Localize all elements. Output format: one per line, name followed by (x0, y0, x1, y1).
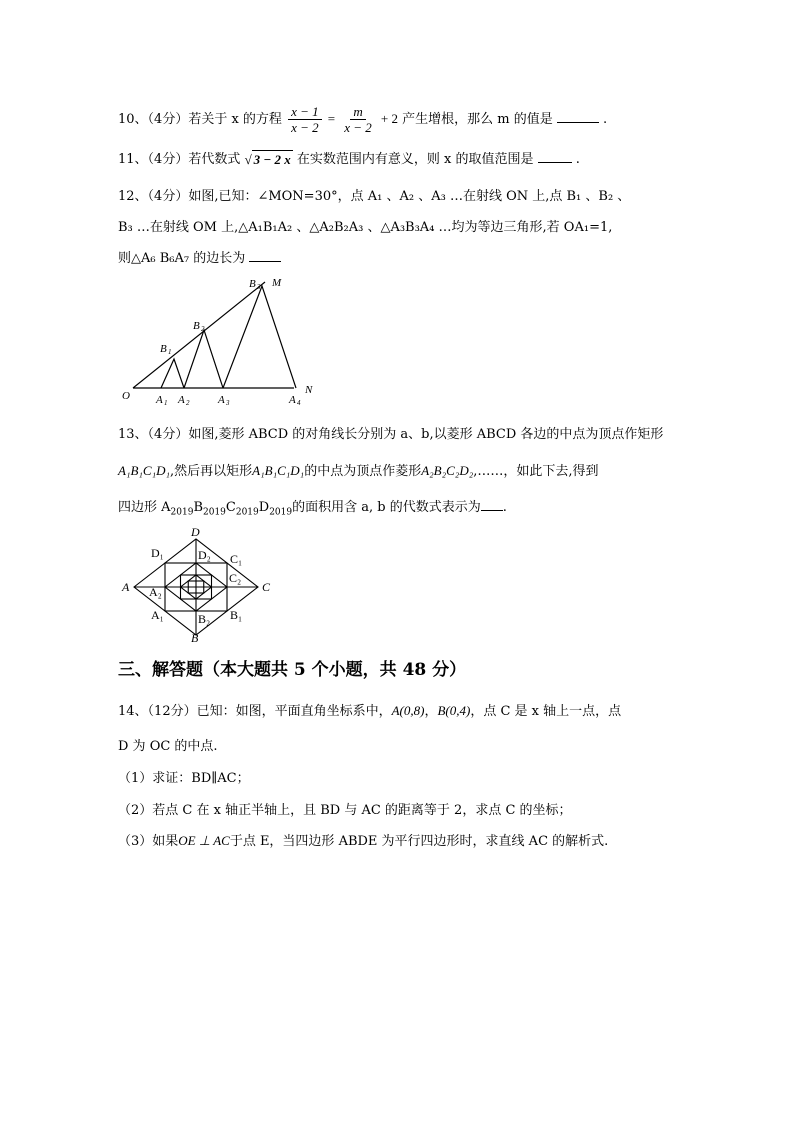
q14-part-1: （1）求证：BD∥AC； (118, 771, 250, 786)
q12-answer-blank[interactable] (249, 249, 281, 262)
triangle-2 (184, 330, 223, 388)
q14-part-3: （3）如果OE ⊥ AC于点 E，当四边形 ABDE 为平行四边形时，求直线 AC 的解析式. (118, 833, 609, 849)
q12-line-1: 12、（4分）如图,已知：∠MON=30°，点 A₁ 、A₂ 、A₃ …在射线 ON 上,点 B₁ 、B₂ 、 (118, 189, 631, 204)
q10-rhs-fraction (341, 104, 375, 135)
q13-rect-1: A₁B₁C₁D₁ (118, 463, 171, 478)
q11-end: . (575, 152, 580, 167)
q14-line-1: 14、（12分）已知：如图，平面直角坐标系中，A(0,8)，B(0,4)，点 C 是 x 轴上一点，点 (118, 703, 622, 719)
ray-om (133, 282, 265, 388)
label-n: N (305, 384, 313, 396)
label-a2: A (178, 394, 185, 406)
q10-suffix: 产生增根，那么 m 的值是 (402, 112, 553, 127)
q11-sqrt (244, 150, 292, 169)
label-o: O (122, 390, 130, 402)
label-m: M (272, 277, 282, 289)
q12-figure (118, 270, 328, 410)
label-a1: A (156, 394, 163, 406)
label-b1: B₁ (230, 608, 243, 622)
label-c1: C₁ (230, 552, 243, 566)
triangle-3 (223, 286, 296, 388)
q10-lhs-denominator: x − 2 (291, 120, 319, 135)
q11-answer-blank[interactable] (538, 150, 572, 163)
label-a2: A₂ (149, 585, 162, 599)
question-10: 10、（4分）若关于 x 的方程 $\frac{x - 1}{x - 2}$ = $\frac{m}{x - 2}$ + 2 产生增根，那么 m 的值是 . (118, 104, 608, 135)
svg-text:1: 1 (164, 399, 168, 407)
label-b3: B (249, 278, 256, 290)
q13-answer-blank[interactable] (481, 498, 503, 511)
q13-line-1: 13、（4分）如图,菱形 ABCD 的对角线长分别为 a、b,以菱形 ABCD 各边的中点为顶点作矩形 (118, 427, 664, 442)
q14-perpendicular-expr: OE ⊥ AC (178, 833, 230, 848)
q14-line-2: D 为 OC 的中点. (118, 739, 218, 754)
label-a: A (122, 580, 130, 594)
q14-part-2: （2）若点 C 在 x 轴正半轴上，且 BD 与 AC 的距离等于 2，求点 C 的坐标； (118, 803, 572, 818)
label-d2: D₂ (198, 548, 211, 562)
q13-rect-1-again: A₁B₁C₁D₁ (252, 463, 305, 478)
q13-line-2: A₁B₁C₁D₁,然后再以矩形A₁B₁C₁D₁的中点为顶点作菱形A₂B₂C₂D₂,……，如此下去,得到 (118, 463, 599, 479)
q12-line-2: B₃ …在射线 OM 上,△A₁B₁A₂ 、△A₂B₂A₃ 、△A₃B₃A₄ …均为等边三角形,若 OA₁=1, (118, 220, 613, 235)
svg-text:3: 3 (226, 399, 230, 407)
q10-prefix: 10、（4分）若关于 x 的方程 (118, 112, 282, 127)
q12-line-3-text: 则△A₆ B₆A₇ 的边长为 (118, 251, 246, 266)
point-a: A(0,8) (391, 703, 425, 718)
q10-plus-two: + 2 (380, 111, 399, 126)
label-b2: B₂ (198, 612, 211, 626)
label-a1: A₁ (151, 608, 164, 622)
label-a3: A (218, 394, 225, 406)
q10-rhs-denominator: x − 2 (344, 120, 372, 135)
q10-end: . (603, 112, 608, 127)
svg-text:2: 2 (186, 399, 190, 407)
q10-lhs-numerator: x − 1 (288, 104, 322, 120)
label-d: D (191, 525, 200, 539)
q11-prefix: 11、（4分）若代数式 (118, 152, 241, 167)
q13-rhombus-2: A₂B₂C₂D₂ (421, 463, 474, 478)
q10-answer-blank[interactable] (557, 110, 599, 123)
svg-text:4: 4 (297, 399, 301, 407)
label-c2: C₂ (229, 571, 242, 585)
label-b2: B (193, 320, 200, 332)
q12-line-3 (118, 249, 281, 268)
q13-line-3: 四边形 $A_{2019}B_{2019}C_{2019}D_{2019}$的面积用含 a, b 的代数式表示为 . (118, 500, 507, 518)
question-11 (118, 150, 580, 169)
svg-text:1: 1 (168, 348, 172, 356)
label-b1: B (160, 343, 167, 355)
q11-radicand: 3 − 2 x (253, 152, 291, 167)
label-d1: D₁ (151, 546, 164, 560)
radical-sign-icon: √ (244, 152, 252, 167)
q13-figure (112, 522, 282, 644)
q10-rhs-numerator: m (350, 104, 365, 120)
svg-text:2: 2 (201, 325, 205, 333)
label-a4: A (289, 394, 296, 406)
label-c: C (262, 580, 271, 594)
label-b: B (191, 631, 199, 644)
point-b: B(0,4) (437, 703, 471, 718)
svg-text:3: 3 (257, 283, 261, 291)
q11-suffix: 在实数范围内有意义，则 x 的取值范围是 (296, 152, 534, 167)
section-heading: 三、解答题（本大题共 5 个小题，共 48 分） (118, 660, 467, 680)
q10-lhs-fraction (288, 104, 322, 135)
